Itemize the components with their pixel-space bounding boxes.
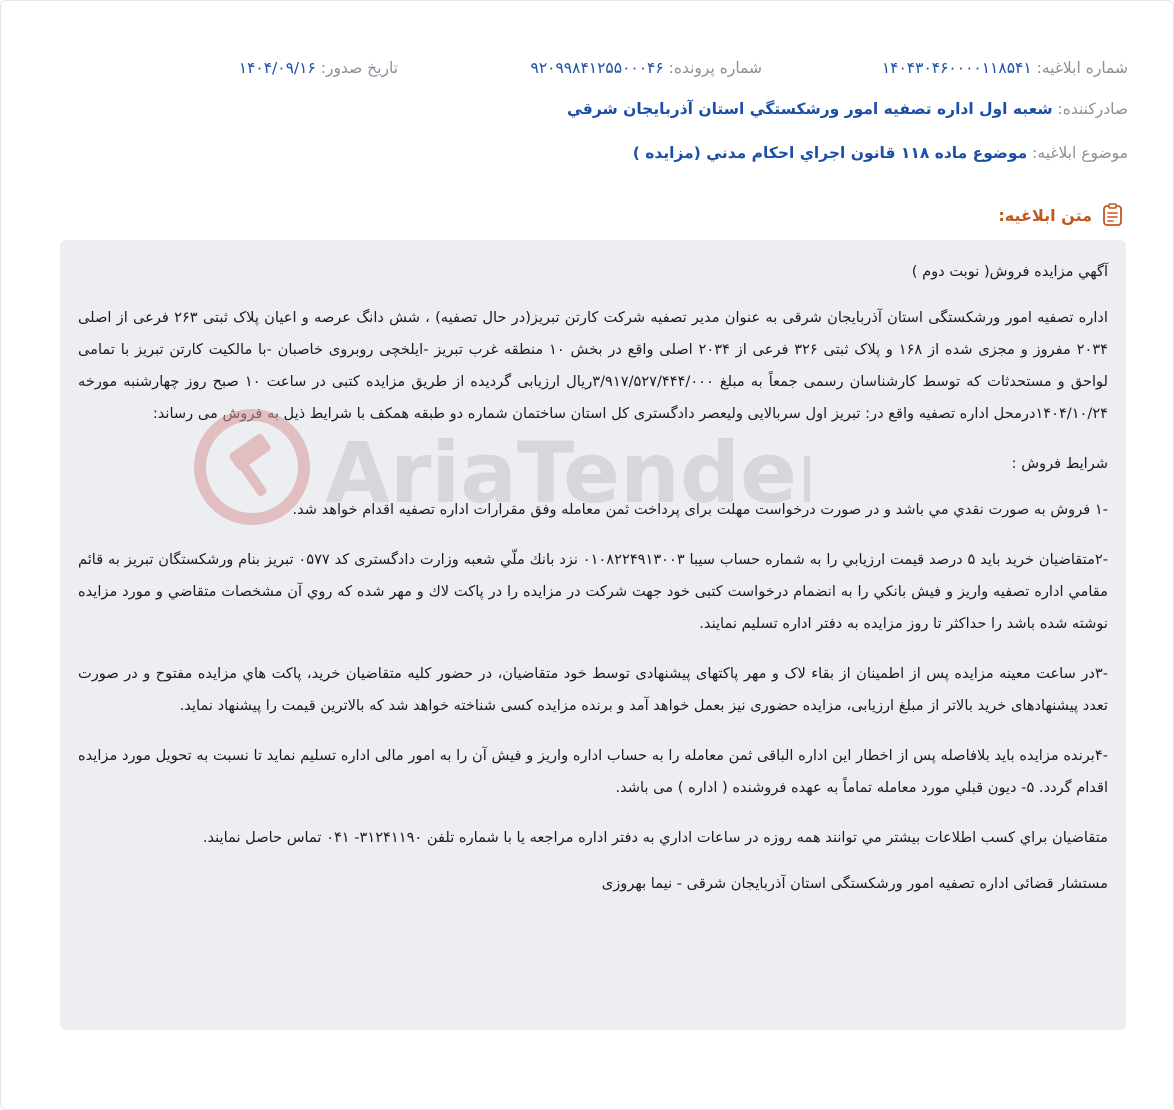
signature: مستشار قضائی اداره تصفيه امور ورشکستگی استان آذربايجان شرقی - نيما بهروزی xyxy=(601,875,1108,892)
notice-intro: اداره تصفیه امور ورشکستگی استان آذربایجان شرقی به عنوان مدیر تصفیه شرکت کارتن تبریز(در حال تصفیه) ، شش دانگ عرصه و اعیان پلاک ثبتی ۲۶۳ فرعی از اصلی ۲۰۳۴ مفروز و مجزی شده از ۱۶۸ و پلاک ثبتی ۳۲۶ فرعی از ۲۰۳۴ اصلی واقع در بخش ۱۰ منطقه غرب تبریز -ایلخچی روبروی خاصبان -با مالکیت کارتن تبریز با تمامی لواحق و مستحدثات که توسط کارشناسان رسمی جمعاً به مبلغ ۳/۹۱۷/۵۲۷/۴۴۴/۰۰۰ریال ارزیابی گردیده از طریق مزایده کتبی در ساعت ۱۰ صبح روز چهارشنبه مورخه ۱۴۰۴/۱۰/۲۴درمحل اداره تصفیه واقع در: تبریز اول سربالایی ولیعصر دادگستری کل استان ساختمان شماره دو طبقه همکف با شرایط ذیل به فروش می رساند: xyxy=(78,309,1108,422)
notice-body xyxy=(78,256,1108,918)
issue-date-value: ۱۴۰۴/۰۹/۱۶ xyxy=(238,59,316,77)
case-number-field xyxy=(531,59,763,77)
issuer-value: شعبه اول اداره تصفيه امور ورشکستگي استان آذربايجان شرقي xyxy=(566,100,1053,118)
condition-1: -۱ فروش به صورت نقدي مي باشد و در صورت درخواست مهلت براى پرداخت ثمن معامله وفق مقرارات اداره تصفيه اقدام خواهد شد. xyxy=(292,501,1108,518)
condition-4: -۴برنده مزايده بايد بلافاصله پس از اخطار اين اداره الباقى ثمن معامله را به حساب اداره واريز و فيش آن را به امور مالى اداره تسليم نمايد تا نسبت به تحويل مورد مزايده اقدام گردد. ۵- ديون قبلي مورد معامله تماماً به عهده فروشنده ( اداره ) مى باشد. xyxy=(78,747,1108,796)
subject-label: موضوع ابلاغيه: xyxy=(1032,144,1128,162)
watermark-text: AriaTende xyxy=(325,424,797,522)
contact-info: متقاضيان براي كسب اطلاعات بيشتر مي توانند همه روزه در ساعات اداري به دفتر اداره مراجعه يا با شماره تلفن ۳۱۲۴۱۱۹۰- ۰۴۱ تماس حاصل نمايند. xyxy=(202,829,1108,846)
issue-date-label: تاريخ صدور: xyxy=(320,59,398,77)
subject-field xyxy=(633,144,1128,162)
issuer-label: صادرکننده: xyxy=(1057,100,1128,118)
condition-2: -۲متقاضيان خريد بايد ۵ درصد قيمت ارزيابي را به شماره حساب سيبا ۰۱۰۸۲۲۴۹۱۳۰۰۳ نزد بانك ملّي شعبه وزارت دادگستری کد ۰۵۷۷ تبريز بنام ورشکستگان تبريز به قائم مقامي اداره تصفيه واريز و فيش بانكي را به انضمام درخواست کتبی خود جهت شركت در مزايده را در پاكت لاك و مهر شده كه روي آن مشخصات متقاضي و مورد مزايده نوشته شده باشد را حداكثر تا روز مزايده به دفتر اداره تسليم نمايند. xyxy=(78,551,1109,632)
notice-body-panel xyxy=(60,240,1126,1030)
document-icon xyxy=(1100,202,1126,228)
condition-3: -۳در ساعت معينه مزايده پس از اطمينان از بقاء لاک و مهر پاکتهای پيشنهادی توسط خود متقاضيان، در حضور كليه متقاضيان خريد، پاكت هاي مزايده مفتوح و در صورت تعدد پيشنهادهای خريد بالاتر از مبلغ ارزيابی، مزايده حضوری نيز بعمل خواهد آمد و برنده مزايده کسی شناخته خواهد شد كه بالاترين قيمت را پيشنهاد نمايد. xyxy=(78,665,1108,714)
issuer-field xyxy=(567,100,1128,118)
notice-text-title: متن ابلاغيه: xyxy=(998,205,1092,225)
notice-title: آگهي مزايده فروش( نوبت دوم ) xyxy=(911,263,1108,280)
notice-text-heading xyxy=(998,202,1126,228)
issue-date-field xyxy=(239,59,398,77)
case-number-value: ۹۲۰۹۹۸۴۱۲۵۵۰۰۰۴۶ xyxy=(530,59,664,77)
meta-row-numbers xyxy=(60,59,1128,81)
notice-number-label: شماره ابلاغيه: xyxy=(1036,59,1128,77)
case-number-label: شماره پرونده: xyxy=(668,59,762,77)
conditions-title: شرايط فروش : xyxy=(1011,455,1108,472)
notice-number-field xyxy=(882,59,1128,77)
subject-value: موضوع ماده ۱۱۸ قانون اجراي احکام مدني (مزايده ) xyxy=(632,144,1028,162)
notice-number-value: ۱۴۰۴۳۰۴۶۰۰۰۰۱۱۸۵۴۱ xyxy=(881,59,1032,77)
